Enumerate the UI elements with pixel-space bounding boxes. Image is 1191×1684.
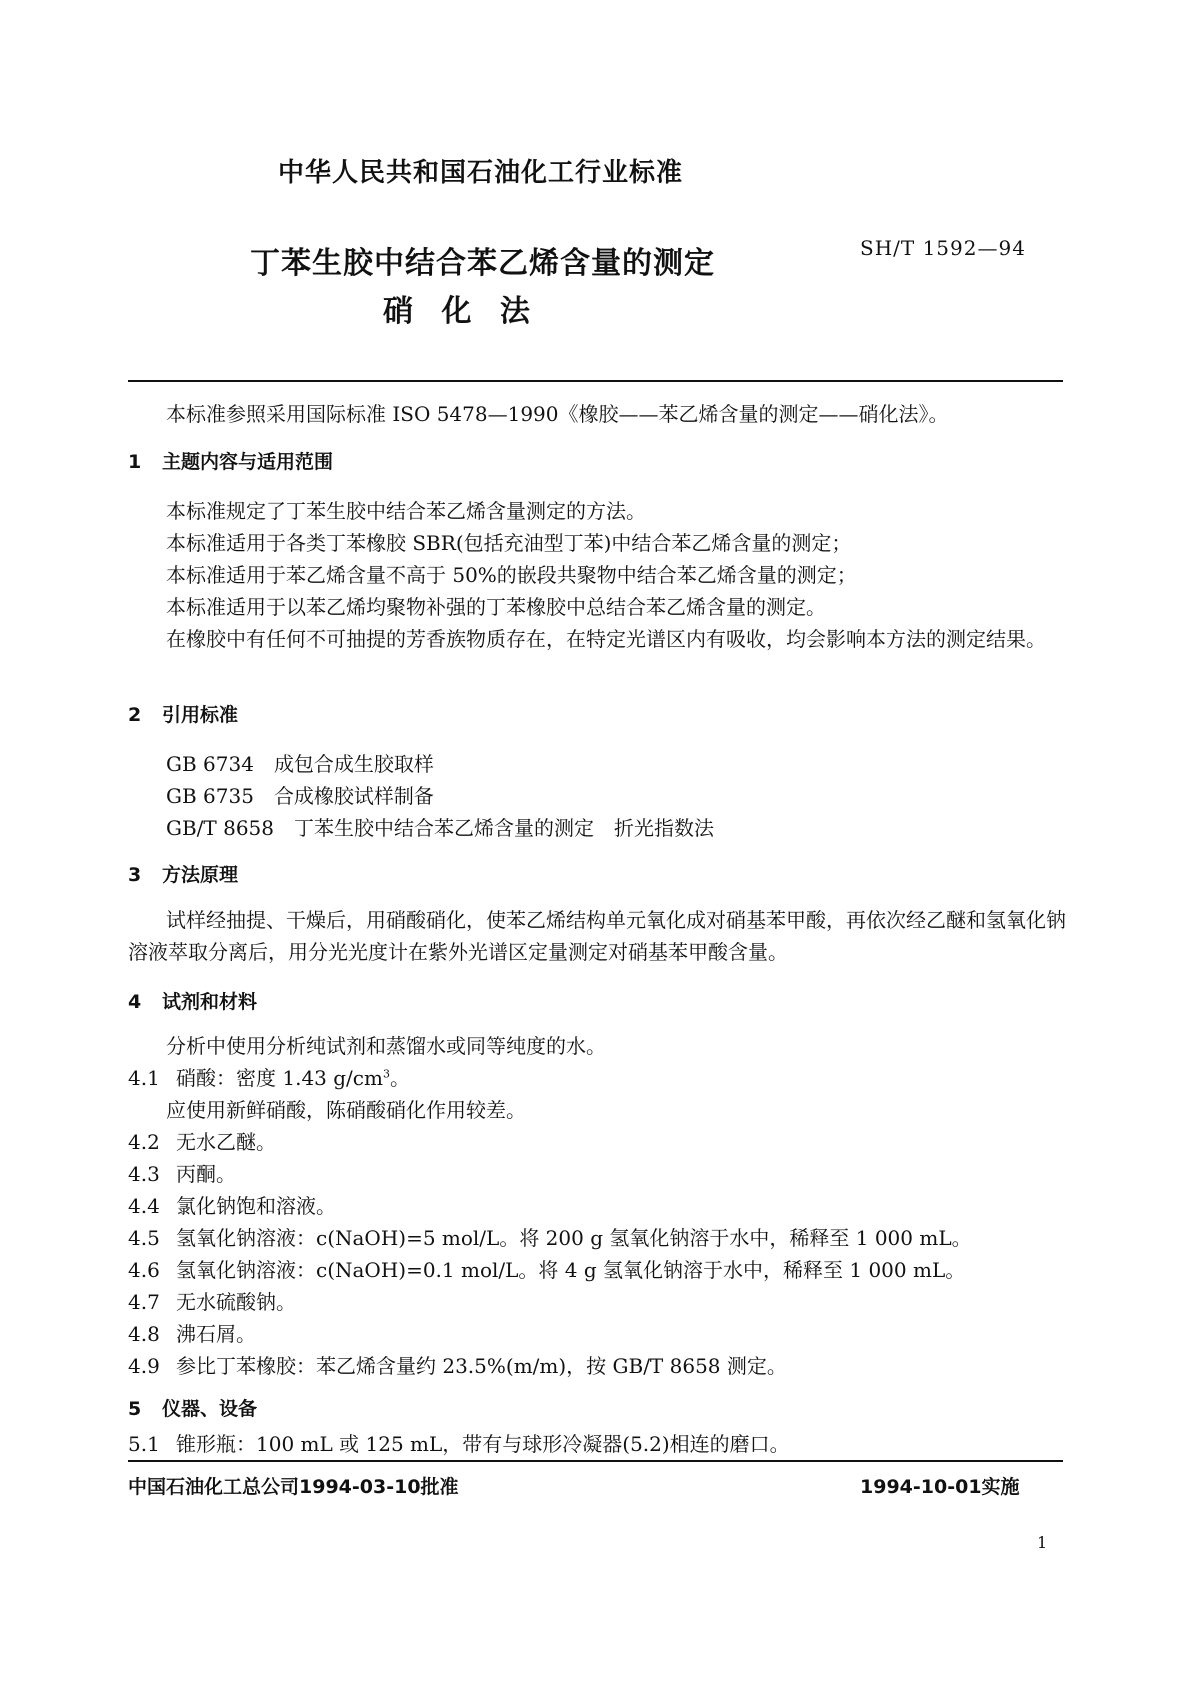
item-text: 丙酮。 [176, 1162, 236, 1186]
section-1-para-2: 本标准适用于各类丁苯橡胶 SBR(包括充油型丁苯)中结合苯乙烯含量的测定； [166, 531, 852, 555]
footer-divider [128, 1460, 1063, 1462]
document-title: 丁苯生胶中结合苯乙烯含量的测定 [250, 246, 715, 281]
item-number: 4.6 [128, 1258, 160, 1282]
reagent-item [128, 1062, 410, 1091]
section-4-intro: 分析中使用分析纯试剂和蒸馏水或同等纯度的水。 [166, 1034, 606, 1058]
effective-date: 1994-10-01实施 [860, 1476, 1020, 1498]
section-title: 主题内容与适用范围 [162, 451, 334, 473]
reagent-item [128, 1286, 296, 1315]
section-title: 试剂和材料 [162, 991, 258, 1013]
item-text: 沸石屑。 [176, 1322, 256, 1346]
reagent-item [128, 1158, 236, 1187]
section-4-heading [128, 987, 257, 1014]
section-1-heading [128, 447, 333, 474]
reference-code: GB 6734 [166, 752, 254, 776]
reference-name: 成包合成生胶取样 [273, 752, 434, 776]
item-number: 4.1 [128, 1066, 160, 1090]
reference-item [166, 780, 434, 809]
section-number: 4 [128, 991, 142, 1013]
reagent-item [128, 1318, 256, 1347]
item-text: 氢氧化钠溶液：c(NaOH)=5 mol/L。将 200 g 氢氧化钠溶于水中，稀释至 1 000 mL。 [176, 1226, 972, 1250]
reagent-item [128, 1222, 972, 1251]
item-number: 4.3 [128, 1162, 160, 1186]
header-divider [128, 380, 1063, 382]
item-text: 氯化钠饱和溶液。 [176, 1194, 336, 1218]
section-title: 引用标准 [162, 704, 239, 726]
item-tail: 。 [389, 1066, 410, 1090]
item-number: 4.5 [128, 1226, 160, 1250]
section-number: 3 [128, 864, 142, 886]
reagent-item [128, 1190, 336, 1219]
reference-name: 丁苯生胶中结合苯乙烯含量的测定 折光指数法 [294, 816, 715, 840]
section-5-heading [128, 1394, 257, 1421]
item-text: 氢氧化钠溶液：c(NaOH)=0.1 mol/L。将 4 g 氢氧化钠溶于水中，稀释至 1 000 mL。 [176, 1258, 966, 1282]
reagent-item [128, 1350, 787, 1379]
reference-item [166, 748, 434, 777]
section-title: 方法原理 [162, 864, 239, 886]
reagent-item [128, 1126, 276, 1155]
reagent-item [128, 1254, 965, 1283]
reference-code: GB/T 8658 [166, 816, 275, 840]
document-subtitle: 硝 化 法 [383, 294, 530, 329]
item-number: 4.4 [128, 1194, 160, 1218]
section-number: 2 [128, 704, 142, 726]
item-text: 无水硫酸钠。 [176, 1290, 296, 1314]
section-1-para-3: 本标准适用于苯乙烯含量不高于 50%的嵌段共聚物中结合苯乙烯含量的测定； [166, 563, 857, 587]
item-text: 硝酸：密度 1.43 g/cm [176, 1066, 383, 1090]
page-number: 1 [1037, 1533, 1048, 1552]
equipment-item [128, 1428, 790, 1457]
approval-note: 中国石油化工总公司1994-03-10批准 [128, 1476, 459, 1498]
section-number: 5 [128, 1398, 142, 1420]
standard-code: SH/T 1592—94 [860, 236, 1026, 260]
section-3-text: 试样经抽提、干燥后，用硝酸硝化，使苯乙烯结构单元氧化成对硝基苯甲酸，再依次经乙醚和氢氧化钠溶液萃取分离后，用分光光度计在紫外光谱区定量测定对硝基苯甲酸含量。 [128, 908, 1066, 964]
org-title: 中华人民共和国石油化工行业标准 [278, 158, 684, 188]
item-number: 4.8 [128, 1322, 160, 1346]
item-text: 锥形瓶：100 mL 或 125 mL，带有与球形冷凝器(5.2)相连的磨口。 [176, 1432, 790, 1456]
item-text: 参比丁苯橡胶：苯乙烯含量约 23.5%(m/m)，按 GB/T 8658 测定。 [176, 1354, 787, 1378]
section-2-heading [128, 700, 238, 727]
section-1-para-4: 本标准适用于以苯乙烯均聚物补强的丁苯橡胶中总结合苯乙烯含量的测定。 [166, 595, 826, 619]
reference-item [166, 812, 714, 841]
item-text: 无水乙醚。 [176, 1130, 276, 1154]
reference-code: GB 6735 [166, 784, 254, 808]
reagent-note: 应使用新鲜硝酸，陈硝酸硝化作用较差。 [166, 1098, 526, 1122]
section-1-para-1: 本标准规定了丁苯生胶中结合苯乙烯含量测定的方法。 [166, 499, 646, 523]
section-number: 1 [128, 451, 142, 473]
item-number: 4.7 [128, 1290, 160, 1314]
item-number: 5.1 [128, 1432, 160, 1456]
reference-name: 合成橡胶试样制备 [273, 784, 434, 808]
section-1-para-5: 在橡胶中有任何不可抽提的芳香族物质存在，在特定光谱区内有吸收，均会影响本方法的测定结果。 [166, 627, 1046, 651]
section-3-heading [128, 860, 238, 887]
intro-paragraph: 本标准参照采用国际标准 ISO 5478—1990《橡胶——苯乙烯含量的测定——硝化法》。 [166, 402, 949, 426]
item-number: 4.2 [128, 1130, 160, 1154]
item-number: 4.9 [128, 1354, 160, 1378]
item-superscript: 3 [382, 1067, 390, 1081]
section-title: 仪器、设备 [162, 1398, 258, 1420]
